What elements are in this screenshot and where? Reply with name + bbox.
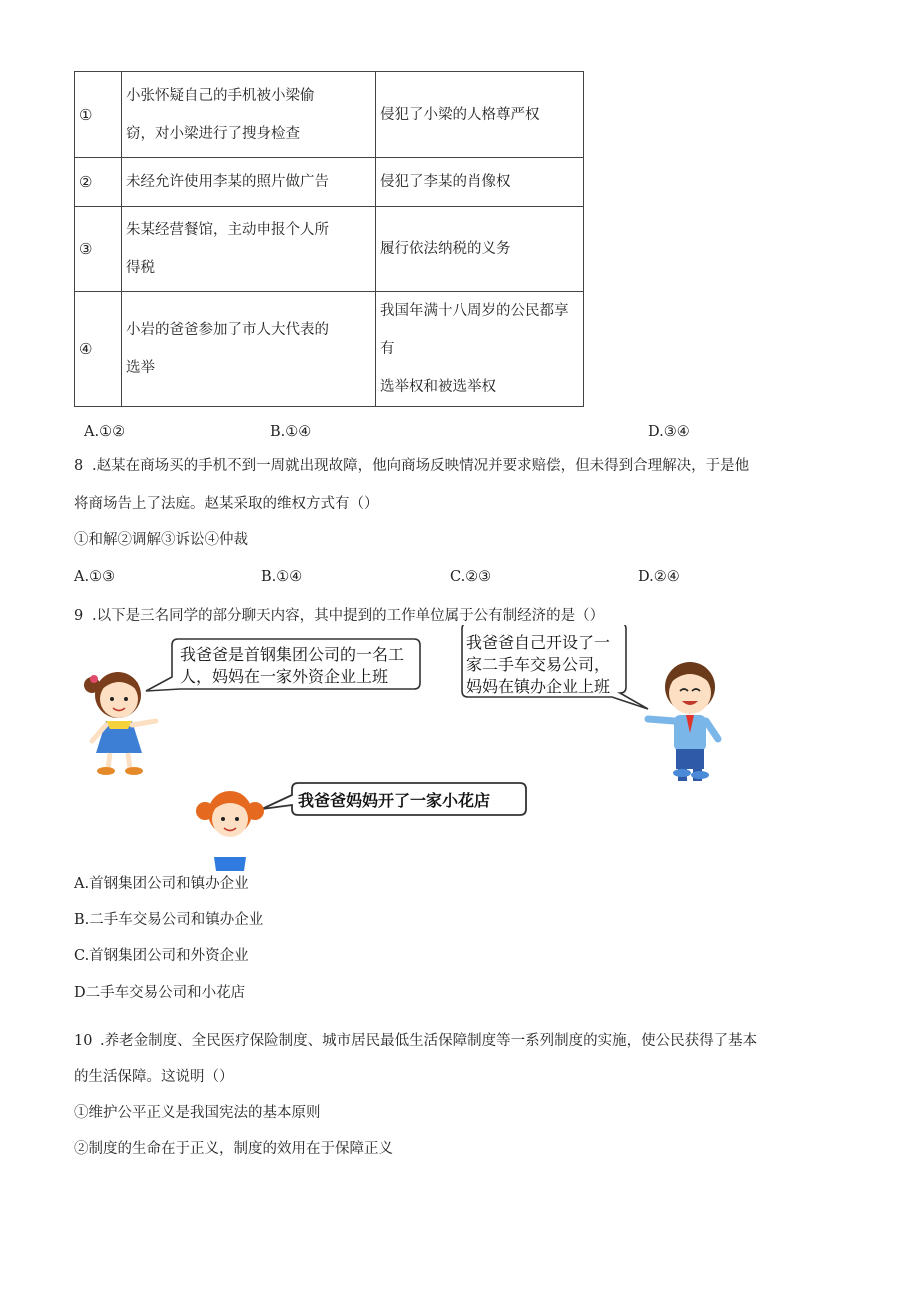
q10-item-2: ②制度的生命在于正义，制度的效用在于保障正义	[74, 1141, 393, 1157]
chat-illustration	[0, 625, 920, 875]
right-cell: 我国年满十八周岁的公民都享有 选举权和被选举权	[376, 292, 584, 407]
q7-option-a[interactable]: A.①②	[84, 424, 126, 440]
row-number: ③	[75, 207, 122, 292]
girl-character-icon	[196, 791, 264, 871]
q8-stem-line1: .赵某在商场买的手机不到一周就出现故障，他向商场反映情况并要求赔偿，但未得到合理解决，于是他	[92, 458, 750, 474]
q9-option-a[interactable]: A.首钢集团公司和镇办企业	[74, 876, 249, 892]
girl-character-icon	[84, 672, 156, 775]
q9-option-d[interactable]: D二手车交易公司和小花店	[74, 985, 246, 1001]
boy-character-icon	[648, 662, 718, 781]
row-number: ①	[75, 72, 122, 158]
table-row	[75, 207, 584, 292]
right-cell: 履行依法纳税的义务	[376, 207, 584, 292]
bubble2-text: 我爸爸自己开设了一 家二手车交易公司， 妈妈在镇办企业上班	[466, 633, 611, 696]
bubble3-text: 我爸爸妈妈开了一家小花店	[298, 791, 491, 810]
q9-option-c[interactable]: C.首钢集团公司和外资企业	[74, 948, 249, 964]
q10-stem-line1: .养老金制度、全民医疗保险制度、城市居民最低生活保障制度等一系列制度的实施，使公民获得了基本	[100, 1033, 758, 1049]
bubble1-text: 我爸爸是首钢集团公司的一名工 人，妈妈在一家外资企业上班	[180, 645, 405, 686]
q9-number: 9	[74, 608, 84, 624]
q8-option-c[interactable]: C.②③	[450, 569, 492, 585]
q10-item-1: ①维护公平正义是我国宪法的基本原则	[74, 1105, 321, 1121]
q10-number: 10	[74, 1033, 93, 1049]
event-cell: 小岩的爸爸参加了市人大代表的 选举	[122, 292, 376, 407]
q7-option-d[interactable]: D.③④	[648, 424, 690, 440]
row-number: ②	[75, 158, 122, 207]
q8-number: 8	[74, 458, 84, 474]
q8-items: ①和解②调解③诉讼④仲裁	[74, 532, 248, 548]
rights-table	[74, 71, 584, 407]
row-number: ④	[75, 292, 122, 407]
table-row	[75, 158, 584, 207]
q8-option-a[interactable]: A.①③	[74, 569, 116, 585]
q7-option-b[interactable]: B.①④	[270, 424, 312, 440]
q8-stem-line2: 将商场告上了法庭。赵某采取的维权方式有（）	[74, 496, 379, 512]
q10-stem-line2: 的生活保障。这说明（）	[74, 1069, 234, 1085]
q8-option-b[interactable]: B.①④	[261, 569, 303, 585]
event-cell: 未经允许使用李某的照片做广告	[122, 158, 376, 207]
right-cell: 侵犯了小梁的人格尊严权	[376, 72, 584, 158]
q9-option-b[interactable]: B.二手车交易公司和镇办企业	[74, 912, 264, 928]
q9-stem: .以下是三名同学的部分聊天内容，其中提到的工作单位属于公有制经济的是（）	[92, 608, 605, 624]
event-cell: 小张怀疑自己的手机被小梁偷 窃，对小梁进行了搜身检查	[122, 72, 376, 158]
event-cell: 朱某经营餐馆，主动申报个人所 得税	[122, 207, 376, 292]
table-row	[75, 72, 584, 158]
right-cell: 侵犯了李某的肖像权	[376, 158, 584, 207]
table-row	[75, 292, 584, 407]
q8-option-d[interactable]: D.②④	[638, 569, 680, 585]
